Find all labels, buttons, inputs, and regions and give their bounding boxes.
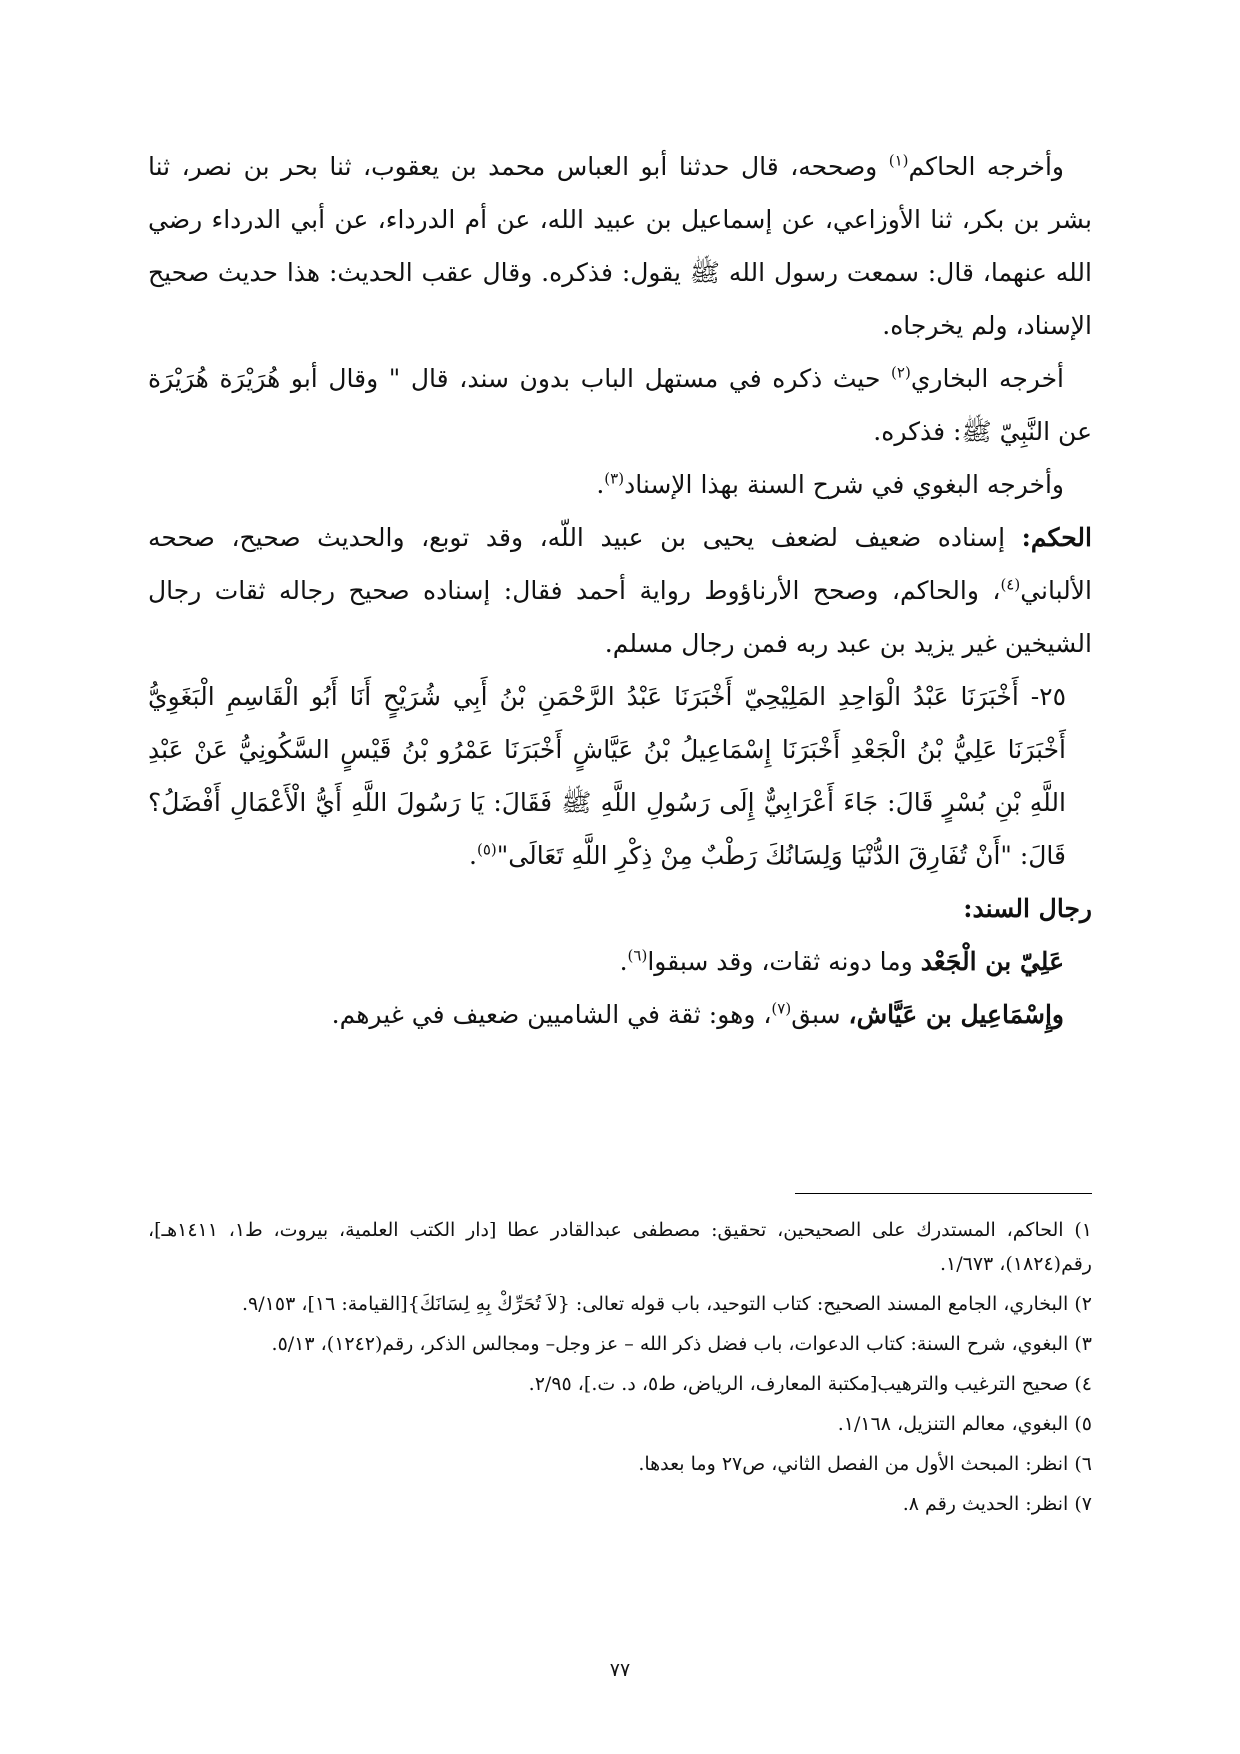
- paragraph-baghawi: [148, 458, 1092, 511]
- text-run: وأخرجه البغوي في شرح السنة بهذا الإسناد: [624, 470, 1064, 499]
- hadith-text: أَخْبَرَنَا عَبْدُ الْوَاحِدِ المَلِيْحِيّ أَخْبَرَنَا عَبْدُ الرَّحْمَنِ بْنُ أَبِي شُرَيْحٍ أَنَا أَبُو الْقَاسِمِ الْبَغَوِيُّ أَخْبَرَنَا عَلِيُّ بْنُ الْجَعْدِ أَخْبَرَنَا إِسْمَاعِيلُ بْنُ عَيَّاشٍ أَخْبَرَنَا عَمْرُو بْنُ قَيْسٍ السَّكُونِيُّ عَنْ عَبْدِ اللَّهِ بْنِ بُسْرٍ قَالَ: جَاءَ أَعْرَابِيٌّ إِلَى رَسُولِ اللَّهِ ﷺ فَقَالَ: يَا رَسُولَ اللَّهِ أَيُّ الْأَعْمَالِ أَفْضَلُ؟ قَالَ: "أَنْ تُفَارِقَ الدُّنْيَا وَلِسَانُكَ رَطْبٌ مِنْ ذِكْرِ اللَّهِ تَعَالَى": [148, 682, 1066, 870]
- text-run: وصححه، قال حدثنا أبو العباس محمد بن يعقوب، ثنا بحر بن نصر، ثنا بشر بن بكر، ثنا الأوزاعي، عن إسماعيل بن عبيد الله، عن أم الدرداء، عن أبي الدرداء رضي الله عنهما، قال: سمعت رسول الله ﷺ يقول: فذكره. وقال عقب الحديث: هذا حديث صحيح الإسناد، ولم يخرجاه.: [148, 152, 1092, 340]
- hadith-25: [148, 670, 1092, 882]
- footnote-ref-6[interactable]: (٦): [627, 946, 648, 965]
- footnote-separator: [795, 1193, 1092, 1194]
- footnote: ٦) انظر: المبحث الأول من الفصل الثاني، ص٢٧ وما بعدها.: [638, 1453, 1092, 1475]
- footnote: ٧) انظر: الحديث رقم ٨.: [902, 1493, 1092, 1515]
- ruling-label: الحكم:: [1021, 523, 1092, 552]
- footnote-ref-4[interactable]: (٤): [1000, 575, 1021, 594]
- footnote-ref-5[interactable]: (٥): [477, 840, 497, 859]
- sanad-heading: رجال السند:: [963, 894, 1092, 923]
- text-run: .: [596, 470, 605, 499]
- footnote: ٢) البخاري، الجامع المسند الصحيح: كتاب التوحيد، باب قوله تعالى: {لاَ تُحَرِّكْ بِهِ لِسَانَكَ}[القيامة: ١٦]، ٩/١٥٣.: [242, 1293, 1092, 1315]
- text-run: سبق: [791, 1000, 849, 1029]
- text-run: ، والحاكم، وصحح الأرناؤوط رواية أحمد فقال: إسناده صحيح رجاله ثقات رجال الشيخين غير يزيد بن عبد ربه فمن رجال مسلم.: [148, 576, 1092, 658]
- text-run: وما دونه ثقات، وقد سبقوا: [647, 947, 921, 976]
- narrator-name: وإِسْمَاعِيل بن عَيَّاش،: [848, 1000, 1064, 1029]
- text-run: حيث ذكره في مستهل الباب بدون سند، قال " وقال أبو هُرَيْرَة هُرَيْرَة عن النَّبِيّ ﷺ: فذكره.: [148, 364, 1092, 446]
- footnote: ١) الحاكم، المستدرك على الصحيحين، تحقيق: مصطفى عبدالقادر عطا [دار الكتب العلمية، بيروت، ط١، ١٤١١هـ]، رقم(١٨٢٤)، ١/٦٧٣.: [148, 1219, 1092, 1275]
- footnote-ref-3[interactable]: (٣): [604, 469, 625, 488]
- paragraph-hakim: [148, 140, 1092, 352]
- narrator-name: عَلِيّ بن الْجَعْد: [920, 947, 1064, 976]
- text-run: إسناده ضعيف لضعف يحيى بن عبيد اللّه، وقد توبع، والحديث صحيح، صححه الألباني: [148, 523, 1092, 605]
- footnote: ٥) البغوي، معالم التنزيل، ١/١٦٨.: [837, 1413, 1092, 1435]
- paragraph-bukhari: [148, 352, 1092, 458]
- page-number: ٧٧: [609, 1659, 631, 1681]
- text-run: .: [469, 841, 477, 870]
- footnotes: [148, 1213, 1092, 1527]
- main-text: [148, 140, 1092, 1041]
- paragraph-ruling: [148, 511, 1092, 670]
- text-run: ، وهو: ثقة في الشاميين ضعيف في غيرهم.: [331, 1000, 772, 1029]
- narrator-ismail-ibn-ayyash: [148, 988, 1092, 1041]
- footnote-ref-2[interactable]: (٢): [891, 363, 911, 382]
- footnote: ٣) البغوي، شرح السنة: كتاب الدعوات، باب فضل ذكر الله – عز وجل– ومجالس الذكر، رقم(١٢٤٢)، ٥/١٣.: [271, 1333, 1092, 1355]
- footnote-ref-7[interactable]: (٧): [771, 999, 792, 1018]
- footnote-ref-1[interactable]: (١): [888, 151, 909, 170]
- footnote: ٤) صحيح الترغيب والترهيب[مكتبة المعارف، الرياض، ط٥، د. ت.]، ٢/٩٥.: [528, 1373, 1092, 1395]
- text-run: وأخرجه الحاكم: [908, 152, 1064, 181]
- narrator-ali-ibn-al-jad: [148, 935, 1092, 988]
- text-run: أخرجه البخاري: [910, 364, 1064, 393]
- text-run: .: [619, 947, 628, 976]
- hadith-number: ٢٥-: [1030, 682, 1066, 711]
